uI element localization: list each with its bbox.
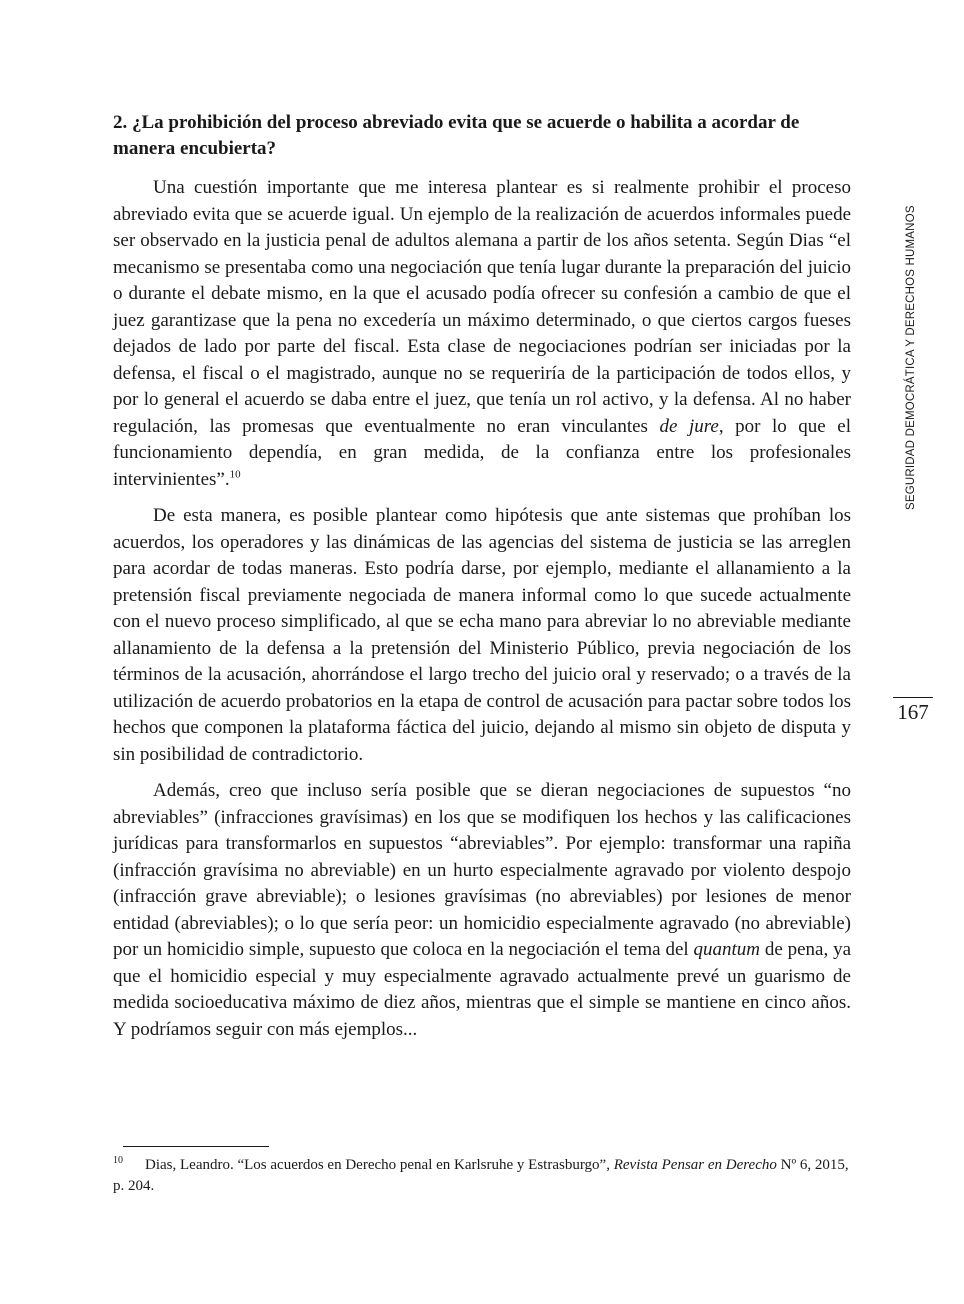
footnote-journal: Revista Pensar en Derecho (613, 1157, 777, 1173)
body-text (113, 175, 851, 1053)
paragraph-1-text: Una cuestión importante que me interesa plantear es si realmente prohibir el proceso abreviado evita que se acuerde igual. Un ejemplo de la realización de acuerdos informales puede ser observado en la justicia penal de adultos alemana a partir de los años setenta. Según Dias “el mecanismo se presentaba como una negociación que tenía lugar durante la preparación del juicio o durante el debate mismo, en la que el acusado podía ofrecer su confesión a cambio de que el juez garantizase que la pena no excedería un máximo determinado, o que ciertos cargos fueses dejados de lado por parte del fiscal. Esta clase de negociaciones podrían ser iniciadas por la defensa, el fiscal o el magistrado, aunque no se requeriría de la participación de todos ellos, y por lo general el acuerdo se daba entre el juez, que tenía un rol activo, y la defensa. Al no haber regulación, las promesas que eventualmente no eran vinculantes (113, 177, 851, 437)
footnote-text-end: Nº 6, 2015, p. 204. (113, 1157, 849, 1194)
section-heading: 2. ¿La prohibición del proceso abreviado evita que se acuerde o habilita a acordar de manera encubierta? (113, 112, 800, 159)
paragraph-1-italic: de jure (659, 415, 719, 437)
footnote-reference[interactable]: 10 (229, 468, 241, 481)
footnote: 10 Dias, Leandro. “Los acuerdos en Derecho penal en Karlsruhe y Estrasburgo”, Revista Pensar en Derecho Nº 6, 2015, p. 204. (113, 1155, 849, 1194)
paragraph-3-text-end: de pena, ya que el homicidio especial y muy especialmente agravado actualmente prevé un guarismo de medida socioeducativa máximo de diez años, mientras que el simple se mantiene en cinco años. Y podríamos seguir con más ejemplos... (113, 939, 851, 1040)
paragraph-3 (113, 778, 851, 1043)
paragraph-1 (113, 175, 851, 493)
paragraph-3-text: Además, creo que incluso sería posible que se dieran negociaciones de supuestos “no abreviables” (infracciones gravísimas) en los que se modifiquen los hechos y las calificaciones jurídicas para transformarlos en supuestos “abreviables”. Por ejemplo: transformar una rapiña (infracción gravísima no abreviable) en un hurto especialmente agravado por violento despojo (infracción grave abreviable); o lesiones gravísimas (no abreviables) por lesiones de menor entidad (abreviables); o lo que sería peor: un homicidio especialmente agravado (no abreviable) por un homicidio simple, supuesto que coloca en la negociación el tema del (113, 780, 851, 960)
footnote-divider (123, 1146, 269, 1147)
paragraph-3-italic: quantum (693, 939, 760, 960)
paragraph-1-text-end: , por lo que el funcionamiento dependía, en gran medida, de la confianza entre los profesionales intervinientes”. (113, 415, 851, 490)
footnote-text: Dias, Leandro. “Los acuerdos en Derecho penal en Karlsruhe y Estrasburgo”, (145, 1157, 614, 1173)
page-number: 167 (893, 697, 933, 725)
running-head: SEGURIDAD DEMOCRÁTICA Y DERECHOS HUMANOS (905, 205, 917, 510)
paragraph-2: De esta manera, es posible plantear como hipótesis que ante sistemas que prohíban los acuerdos, los operadores y las dinámicas de las agencias del sistema de justicia se las arreglen para acordar de todas maneras. Esto podría darse, por ejemplo, mediante el allanamiento a la pretensión fiscal previamente negociada de manera informal como lo que sucede actualmente con el nuevo proceso simplificado, al que se echa mano para abreviar lo no abreviable mediante allanamiento de la defensa a la pretensión del Ministerio Público, previa negociación de los términos de la acusación, ahorrándose el largo trecho del juicio oral y reservado; o a través de la utilización de acuerdo probatorios en la etapa de control de acusación para pactar sobre todos los hechos que componen la plataforma fáctica del juicio, dejando al mismo sin objeto de disputa y sin posibilidad de contradictorio. (113, 505, 851, 765)
